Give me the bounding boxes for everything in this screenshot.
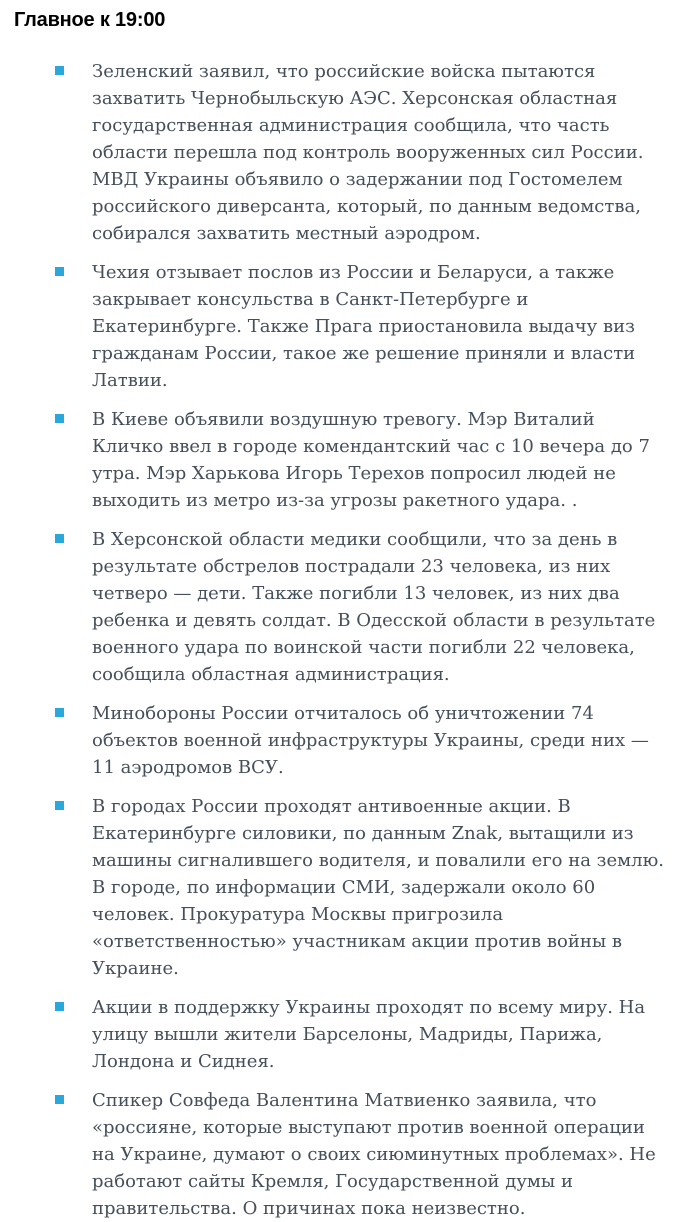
list-item: [0, 526, 700, 688]
list-item: [0, 793, 700, 982]
bullet-square-icon: [55, 1095, 64, 1104]
news-item-text: В Херсонской области медики сообщили, что за день в результате обстрелов пострадали 23 человека, из них четверо — дети. Также погибли 13 человек, из них два ребенка и девять солдат. В Одесской области в результате военного удара по воинской части погибли 22 человека, сообщила областная администрация.: [92, 529, 656, 685]
bullet-square-icon: [55, 801, 64, 810]
news-list: [0, 58, 700, 1222]
list-item: [0, 58, 700, 247]
page-title: Главное к 19:00: [14, 9, 166, 31]
bullet-square-icon: [55, 708, 64, 717]
bullet-square-icon: [55, 66, 64, 75]
news-item-text: Минобороны России отчиталось об уничтожении 74 объектов военной инфраструктуры Украины, среди них — 11 аэродромов ВСУ.: [92, 703, 649, 778]
list-item: [0, 1087, 700, 1222]
list-item: [0, 700, 700, 781]
news-item-text: В городах России проходят антивоенные акции. В Екатеринбурге силовики, по данным Znak, вытащили из машины сигналившего водителя, и повалили его на землю. В городе, по информации СМИ, задержали около 60 человек. Прокуратура Москвы пригрозила «ответственностью» участникам акции против войны в Украине.: [92, 796, 664, 979]
news-item-text: Спикер Совфеда Валентина Матвиенко заявила, что «россияне, которые выступают против военной операции на Украине, думают о своих сиюминутных проблемах». Не работают сайты Кремля, Государственной думы и правительства. О причинах пока неизвестно.: [92, 1090, 656, 1219]
bullet-square-icon: [55, 414, 64, 423]
news-item-text: В Киеве объявили воздушную тревогу. Мэр Виталий Кличко ввел в городе комендантский час с 10 вечера до 7 утра. Мэр Харькова Игорь Терехов попросил людей не выходить из метро из-за угрозы ракетного удара. .: [92, 409, 650, 511]
news-digest-page: [0, 9, 700, 1222]
bullet-square-icon: [55, 1002, 64, 1011]
news-item-text: Чехия отзывает послов из России и Беларуси, а также закрывает консульства в Санкт-Петербурге и Екатеринбурге. Также Прага приостановила выдачу виз гражданам России, такое же решение приняли и власти Латвии.: [92, 262, 636, 391]
list-item: [0, 259, 700, 394]
bullet-square-icon: [55, 534, 64, 543]
list-item: [0, 994, 700, 1075]
news-item-text: Зеленский заявил, что российские войска пытаются захватить Чернобыльскую АЭС. Херсонская областная государственная администрация сообщила, что часть области перешла под контроль вооруженных сил России. МВД Украины объявило о задержании под Гостомелем российского диверсанта, который, по данным ведомства, собирался захватить местный аэродром.: [92, 61, 644, 244]
news-item-text: Акции в поддержку Украины проходят по всему миру. На улицу вышли жители Барселоны, Мадриды, Парижа, Лондона и Сиднея.: [92, 997, 646, 1072]
bullet-square-icon: [55, 267, 64, 276]
list-item: [0, 406, 700, 514]
